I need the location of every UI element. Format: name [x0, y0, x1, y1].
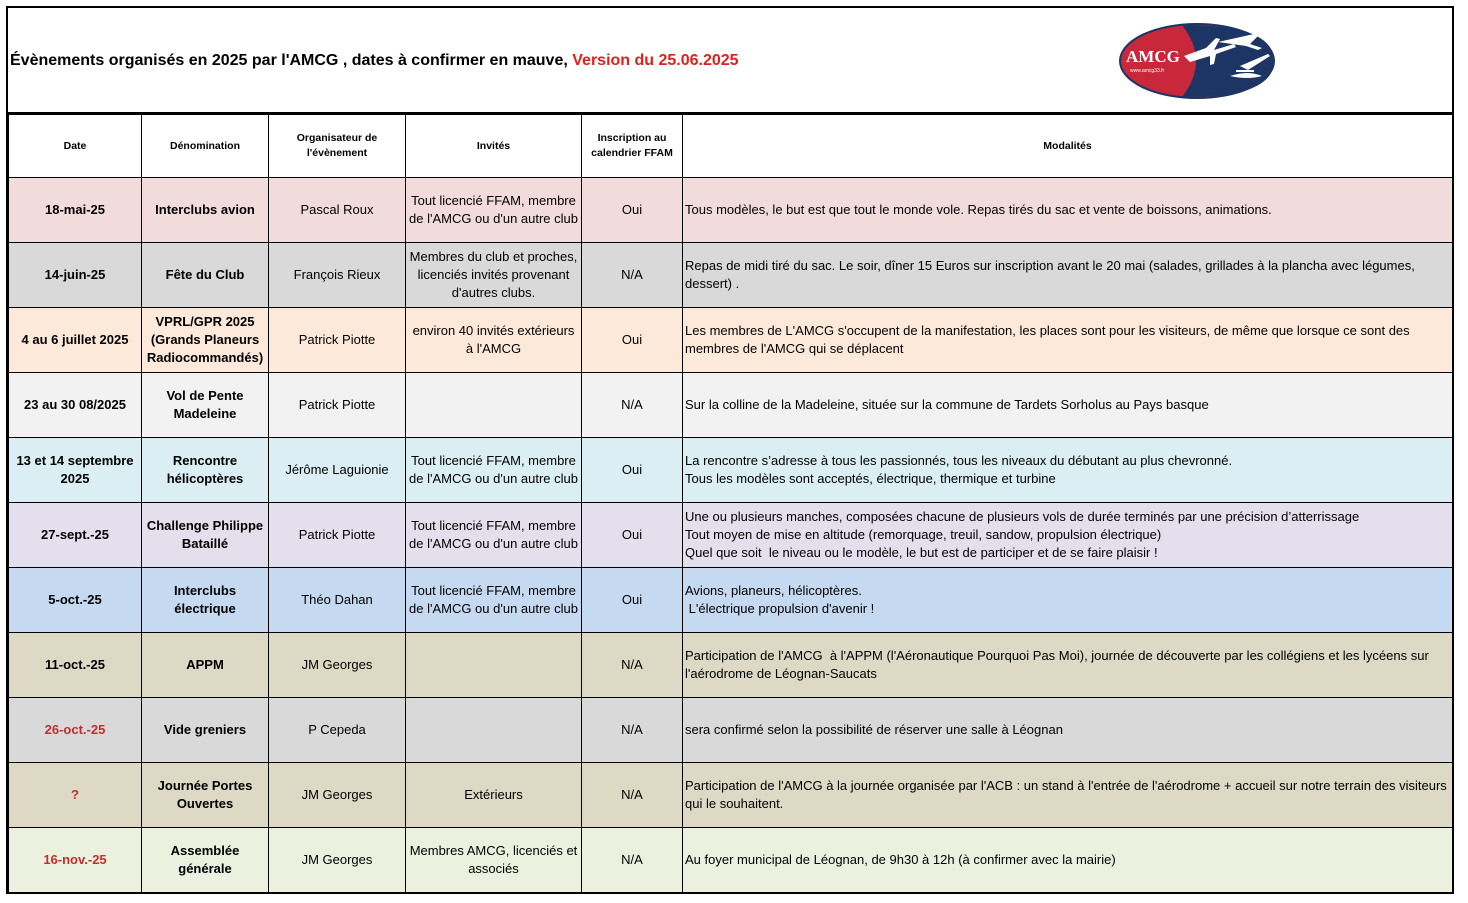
- modalites-line: La rencontre s’adresse à tous les passionnés, tous les niveaux du débutant au plus chevronné.: [685, 453, 1233, 468]
- col-guests: Invités: [406, 115, 582, 178]
- event-name-cell: APPM: [142, 633, 269, 698]
- ffam-cell: Oui: [582, 503, 683, 568]
- date-cell: 13 et 14 septembre 2025: [9, 438, 142, 503]
- organizer-cell: P Cepeda: [269, 698, 406, 763]
- modalites-line: Tout moyen de mise en altitude (remorquage, treuil, sandow, propulsion électrique): [685, 527, 1162, 542]
- col-date: Date: [9, 115, 142, 178]
- modalites-line: Participation de l'AMCG à l'APPM (l'Aéronautique Pourquoi Pas Moi), journée de découverte par les collégiens et les lycéens sur l'aérodrome de Léognan-Saucats: [685, 648, 1433, 681]
- event-name-cell: Interclubs électrique: [142, 568, 269, 633]
- modalites-cell: [683, 503, 1453, 568]
- event-name-cell: Interclubs avion: [142, 178, 269, 243]
- table-row: [9, 698, 1453, 763]
- modalites-cell: [683, 763, 1453, 828]
- ffam-cell: Oui: [582, 178, 683, 243]
- ffam-cell: Oui: [582, 308, 683, 373]
- table-row: [9, 633, 1453, 698]
- table-row: [9, 763, 1453, 828]
- modalites-line: Sur la colline de la Madeleine, située sur la commune de Tardets Sorholus au Pays basque: [685, 397, 1209, 412]
- ffam-cell: Oui: [582, 568, 683, 633]
- modalites-cell: [683, 568, 1453, 633]
- modalites-line: L'électrique propulsion d'avenir !: [685, 601, 875, 616]
- modalites-cell: [683, 438, 1453, 503]
- logo-url: www.amcg33.fr: [1130, 68, 1165, 74]
- guests-cell: Tout licencié FFAM, membre de l'AMCG ou d'un autre club: [406, 178, 582, 243]
- modalites-line: Avions, planeurs, hélicoptères.: [685, 583, 862, 598]
- ffam-cell: Oui: [582, 438, 683, 503]
- date-cell: 18-mai-25: [9, 178, 142, 243]
- modalites-line: Participation de l'AMCG à la journée organisée par l'ACB : un stand à l'entrée de l'aérodrome + accueil sur notre terrain des visiteurs qui le souhaitent.: [685, 778, 1451, 811]
- events-table: [8, 114, 1453, 893]
- date-cell: 4 au 6 juillet 2025: [9, 308, 142, 373]
- table-row: [9, 243, 1453, 308]
- event-name-cell: Vide greniers: [142, 698, 269, 763]
- col-organizer: Organisateur de l'évènement: [269, 115, 406, 178]
- organizer-cell: Patrick Piotte: [269, 373, 406, 438]
- organizer-cell: Patrick Piotte: [269, 308, 406, 373]
- organizer-cell: JM Georges: [269, 633, 406, 698]
- table-row: [9, 503, 1453, 568]
- amcg-logo: [1118, 22, 1276, 100]
- organizer-cell: Jérôme Laguionie: [269, 438, 406, 503]
- ffam-cell: N/A: [582, 243, 683, 308]
- organizer-cell: François Rieux: [269, 243, 406, 308]
- col-ffam: Inscription au calendrier FFAM: [582, 115, 683, 178]
- date-cell: 16-nov.-25: [9, 828, 142, 893]
- organizer-cell: JM Georges: [269, 763, 406, 828]
- ffam-cell: N/A: [582, 373, 683, 438]
- organizer-cell: Pascal Roux: [269, 178, 406, 243]
- ffam-cell: N/A: [582, 633, 683, 698]
- event-name-cell: Assemblée générale: [142, 828, 269, 893]
- event-name-cell: Fête du Club: [142, 243, 269, 308]
- title-version: Version du 25.06.2025: [572, 52, 739, 69]
- modalites-cell: [683, 178, 1453, 243]
- modalites-cell: [683, 633, 1453, 698]
- table-row: [9, 178, 1453, 243]
- event-name-cell: Challenge Philippe Bataillé: [142, 503, 269, 568]
- guests-cell: [406, 698, 582, 763]
- organizer-cell: Patrick Piotte: [269, 503, 406, 568]
- guests-cell: Membres AMCG, licenciés et associés: [406, 828, 582, 893]
- table-row: [9, 438, 1453, 503]
- page-title: [10, 52, 739, 70]
- event-name-cell: VPRL/GPR 2025 (Grands Planeurs Radiocommandés): [142, 308, 269, 373]
- ffam-cell: N/A: [582, 828, 683, 893]
- modalites-cell: [683, 828, 1453, 893]
- modalites-line: Les membres de L'AMCG s'occupent de la manifestation, les places sont pour les visiteurs, de même que lorsque ce sont des membres de l'AMCG qui se déplacent: [685, 323, 1414, 356]
- guests-cell: Tout licencié FFAM, membre de l'AMCG ou d'un autre club: [406, 438, 582, 503]
- modalites-cell: [683, 243, 1453, 308]
- table-row: [9, 828, 1453, 893]
- date-cell: 11-oct.-25: [9, 633, 142, 698]
- guests-cell: Tout licencié FFAM, membre de l'AMCG ou d'un autre club: [406, 568, 582, 633]
- events-sheet: [6, 6, 1454, 894]
- date-cell: 27-sept.-25: [9, 503, 142, 568]
- table-row: [9, 568, 1453, 633]
- modalites-cell: [683, 373, 1453, 438]
- date-cell: 23 au 30 08/2025: [9, 373, 142, 438]
- modalites-line: Au foyer municipal de Léognan, de 9h30 à 12h (à confirmer avec la mairie): [685, 852, 1116, 867]
- modalites-line: Quel que soit le niveau ou le modèle, le but est de participer et de se faire plaisir !: [685, 545, 1158, 560]
- date-cell: 26-oct.-25: [9, 698, 142, 763]
- guests-cell: Extérieurs: [406, 763, 582, 828]
- event-name-cell: Journée Portes Ouvertes: [142, 763, 269, 828]
- guests-cell: Membres du club et proches, licenciés invités provenant d'autres clubs.: [406, 243, 582, 308]
- guests-cell: Tout licencié FFAM, membre de l'AMCG ou d'un autre club: [406, 503, 582, 568]
- title-main: Évènements organisés en 2025 par l'AMCG , dates à confirmer en mauve,: [10, 52, 573, 69]
- logo-text: AMCG: [1126, 47, 1180, 66]
- modalites-line: Une ou plusieurs manches, composées chacune de plusieurs vols de durée terminés par une précision d’atterrissage: [685, 509, 1360, 524]
- organizer-cell: Théo Dahan: [269, 568, 406, 633]
- modalites-cell: [683, 308, 1453, 373]
- col-modalites: Modalités: [683, 115, 1453, 178]
- date-cell: 5-oct.-25: [9, 568, 142, 633]
- guests-cell: environ 40 invités extérieurs à l'AMCG: [406, 308, 582, 373]
- header-row: [9, 115, 1453, 178]
- modalites-line: sera confirmé selon la possibilité de réserver une salle à Léognan: [685, 722, 1063, 737]
- modalites-line: Repas de midi tiré du sac. Le soir, dîner 15 Euros sur inscription avant le 20 mai (salades, grillades à la plancha avec légumes, dessert) .: [685, 258, 1419, 291]
- guests-cell: [406, 373, 582, 438]
- table-row: [9, 373, 1453, 438]
- modalites-line: Tous les modèles sont acceptés, électrique, thermique et turbine: [685, 471, 1056, 486]
- date-cell: ?: [9, 763, 142, 828]
- col-name: Dénomination: [142, 115, 269, 178]
- event-name-cell: Rencontre hélicoptères: [142, 438, 269, 503]
- ffam-cell: N/A: [582, 763, 683, 828]
- event-name-cell: Vol de Pente Madeleine: [142, 373, 269, 438]
- guests-cell: [406, 633, 582, 698]
- date-cell: 14-juin-25: [9, 243, 142, 308]
- modalites-line: Tous modèles, le but est que tout le monde vole. Repas tirés du sac et vente de boissons, animations.: [685, 202, 1272, 217]
- organizer-cell: JM Georges: [269, 828, 406, 893]
- title-bar: [8, 8, 1452, 114]
- modalites-cell: [683, 698, 1453, 763]
- ffam-cell: N/A: [582, 698, 683, 763]
- table-row: [9, 308, 1453, 373]
